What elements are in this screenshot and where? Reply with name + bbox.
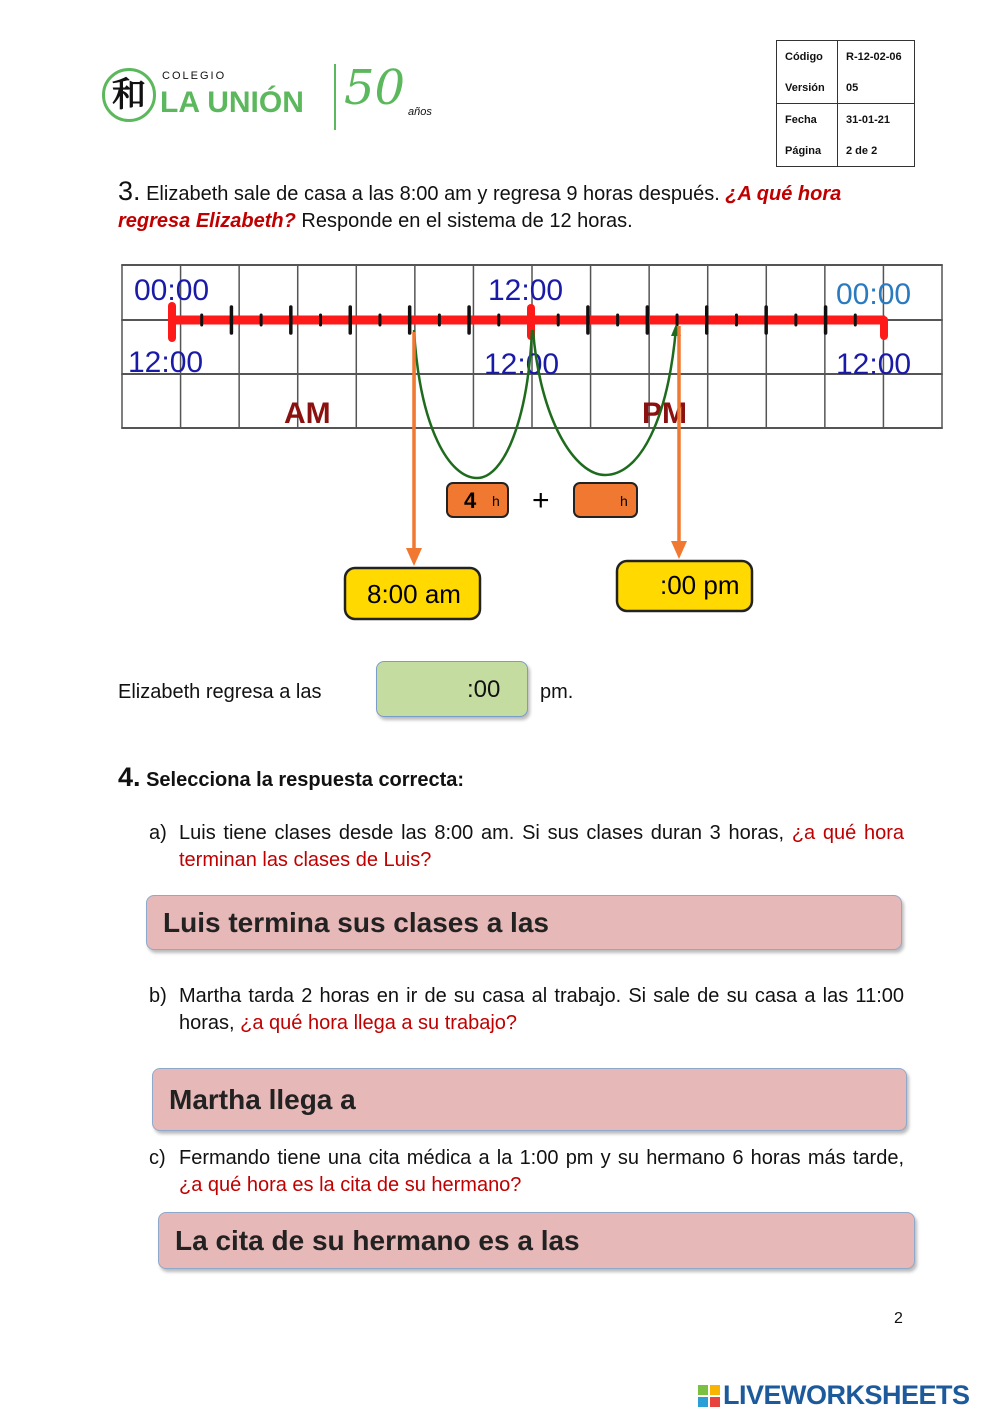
meta-value: 31-01-21 [838,104,915,136]
answer-field-c[interactable] [158,1212,915,1269]
label-bottom-end: 12:00 [836,348,912,381]
logo-anniversary-sub: años [408,106,432,118]
question-text: Elizabeth sale de casa a las 8:00 am y regresa 9 horas después. [146,183,720,205]
label-top-noon: 12:00 [488,274,564,307]
plus-sign: + [532,484,550,517]
question-title: Selecciona la respuesta correcta: [146,769,465,791]
meta-key: Versión [777,72,838,104]
meta-value: R-12-02-06 [838,41,915,73]
item-question: ¿a qué hora terminan las clases de Luis? [179,822,904,871]
meta-key: Página [777,135,838,167]
item-text: Luis tiene clases desde las 8:00 am. Si sus clases duran 3 horas, [179,822,785,844]
answer-input-elizabeth[interactable] [376,661,528,717]
meta-key: Fecha [777,104,838,136]
hours-box-2-unit: h [620,493,628,509]
timeline-diagram [0,0,1000,640]
end-time-text: :00 pm [660,570,740,600]
question-number: 4. [118,762,141,792]
question-4-heading [118,762,464,793]
answer-prefix: Elizabeth regresa a las [118,681,322,703]
answer-prompt: La cita de su hermano es a las [175,1224,580,1256]
liveworksheets-icon [698,1385,720,1407]
item-label: c) [149,1147,166,1169]
item-text: Martha tarda 2 horas en ir de su casa al trabajo. Si sale de su casa a las 11:00 horas, [179,985,904,1034]
meta-key: Código [777,41,838,73]
label-bottom-noon: 12:00 [484,348,560,381]
answer-prompt: Martha llega a [169,1083,356,1115]
question-instruction: Responde en el sistema de 12 horas. [301,210,633,232]
item-text: Fermando tiene una cita médica a la 1:00 pm y su hermano 6 horas más tarde, [179,1147,904,1169]
item-label: a) [149,822,167,844]
brand-text: LIVEWORKSHEETS [723,1380,970,1410]
logo-small-text: COLEGIO [162,70,227,82]
item-label: b) [149,985,167,1007]
logo-symbol: 和 [102,68,156,122]
hours-box-1-unit: h [492,493,500,509]
question-4a [149,820,904,874]
logo-name: LA UNIÓN [160,86,304,119]
question-4c [149,1145,904,1199]
question-prompt: ¿A qué hora regresa Elizabeth? [118,183,842,232]
logo-anniversary: 50 [344,60,406,116]
item-question: ¿a qué hora llega a su trabajo? [240,1012,518,1034]
meta-value: 05 [838,72,915,104]
hours-box-1-value: 4 [464,488,477,513]
answer-value: :00 [467,676,501,703]
answer-suffix: pm. [540,681,574,703]
answer-field-a[interactable] [146,895,902,950]
start-time-text: 8:00 am [367,579,461,609]
answer-prompt: Luis termina sus clases a las [163,906,549,938]
arrow-end-head [671,541,687,559]
question-4b [149,983,904,1037]
pm-label: PM [642,397,687,430]
label-top-end: 00:00 [836,278,912,311]
item-question: ¿a qué hora es la cita de su hermano? [179,1174,522,1196]
answer-field-b[interactable] [152,1068,907,1131]
question-number: 3. [118,176,141,206]
liveworksheets-brand [698,1380,970,1411]
page-number: 2 [894,1310,903,1327]
arrow-start-head [406,548,422,566]
label-top-start: 00:00 [134,274,210,307]
meta-value: 2 de 2 [838,135,915,167]
am-label: AM [284,397,331,430]
label-bottom-start: 12:00 [128,346,204,379]
